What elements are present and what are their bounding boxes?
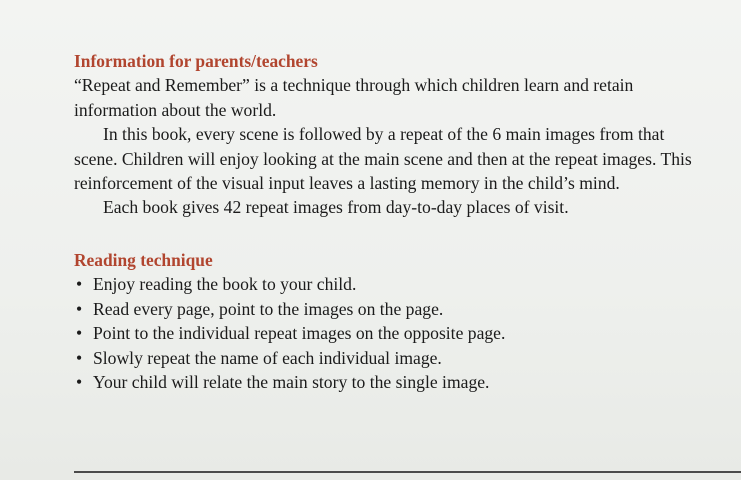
reading-technique-heading: Reading technique <box>74 249 213 270</box>
list-item <box>74 297 704 322</box>
list-item <box>74 272 704 297</box>
intro-paragraph: “Repeat and Remember” is a technique through which children learn and retain information about the world. <box>74 75 634 120</box>
bullet-icon: • <box>76 323 83 344</box>
list-item <box>74 370 704 395</box>
reading-technique-list <box>74 272 704 395</box>
bullet-icon: • <box>76 347 83 368</box>
list-item-text: Your child will relate the main story to the single image. <box>93 372 490 393</box>
scene-paragraph: In this book, every scene is followed by a repeat of the 6 main images from that scene. Children will enjoy looking at the main scene and then at the repeat images. This reinforcement of the visual input leaves a lasting memory in the child’s mind. <box>74 124 692 194</box>
list-item-text: Slowly repeat the name of each individual image. <box>93 347 442 368</box>
bottom-divider <box>74 471 741 473</box>
list-item-text: Read every page, point to the images on the page. <box>93 298 444 319</box>
bullet-icon: • <box>76 274 83 295</box>
page-content <box>74 49 704 395</box>
list-item <box>74 346 704 371</box>
images-count-paragraph: Each book gives 42 repeat images from day-to-day places of visit. <box>103 197 569 218</box>
bullet-icon: • <box>76 372 83 393</box>
list-item-text: Enjoy reading the book to your child. <box>93 274 357 295</box>
parents-info-heading: Information for parents/teachers <box>74 51 318 71</box>
list-item-text: Point to the individual repeat images on the opposite page. <box>93 323 506 344</box>
list-item <box>74 321 704 346</box>
bullet-icon: • <box>76 298 83 319</box>
